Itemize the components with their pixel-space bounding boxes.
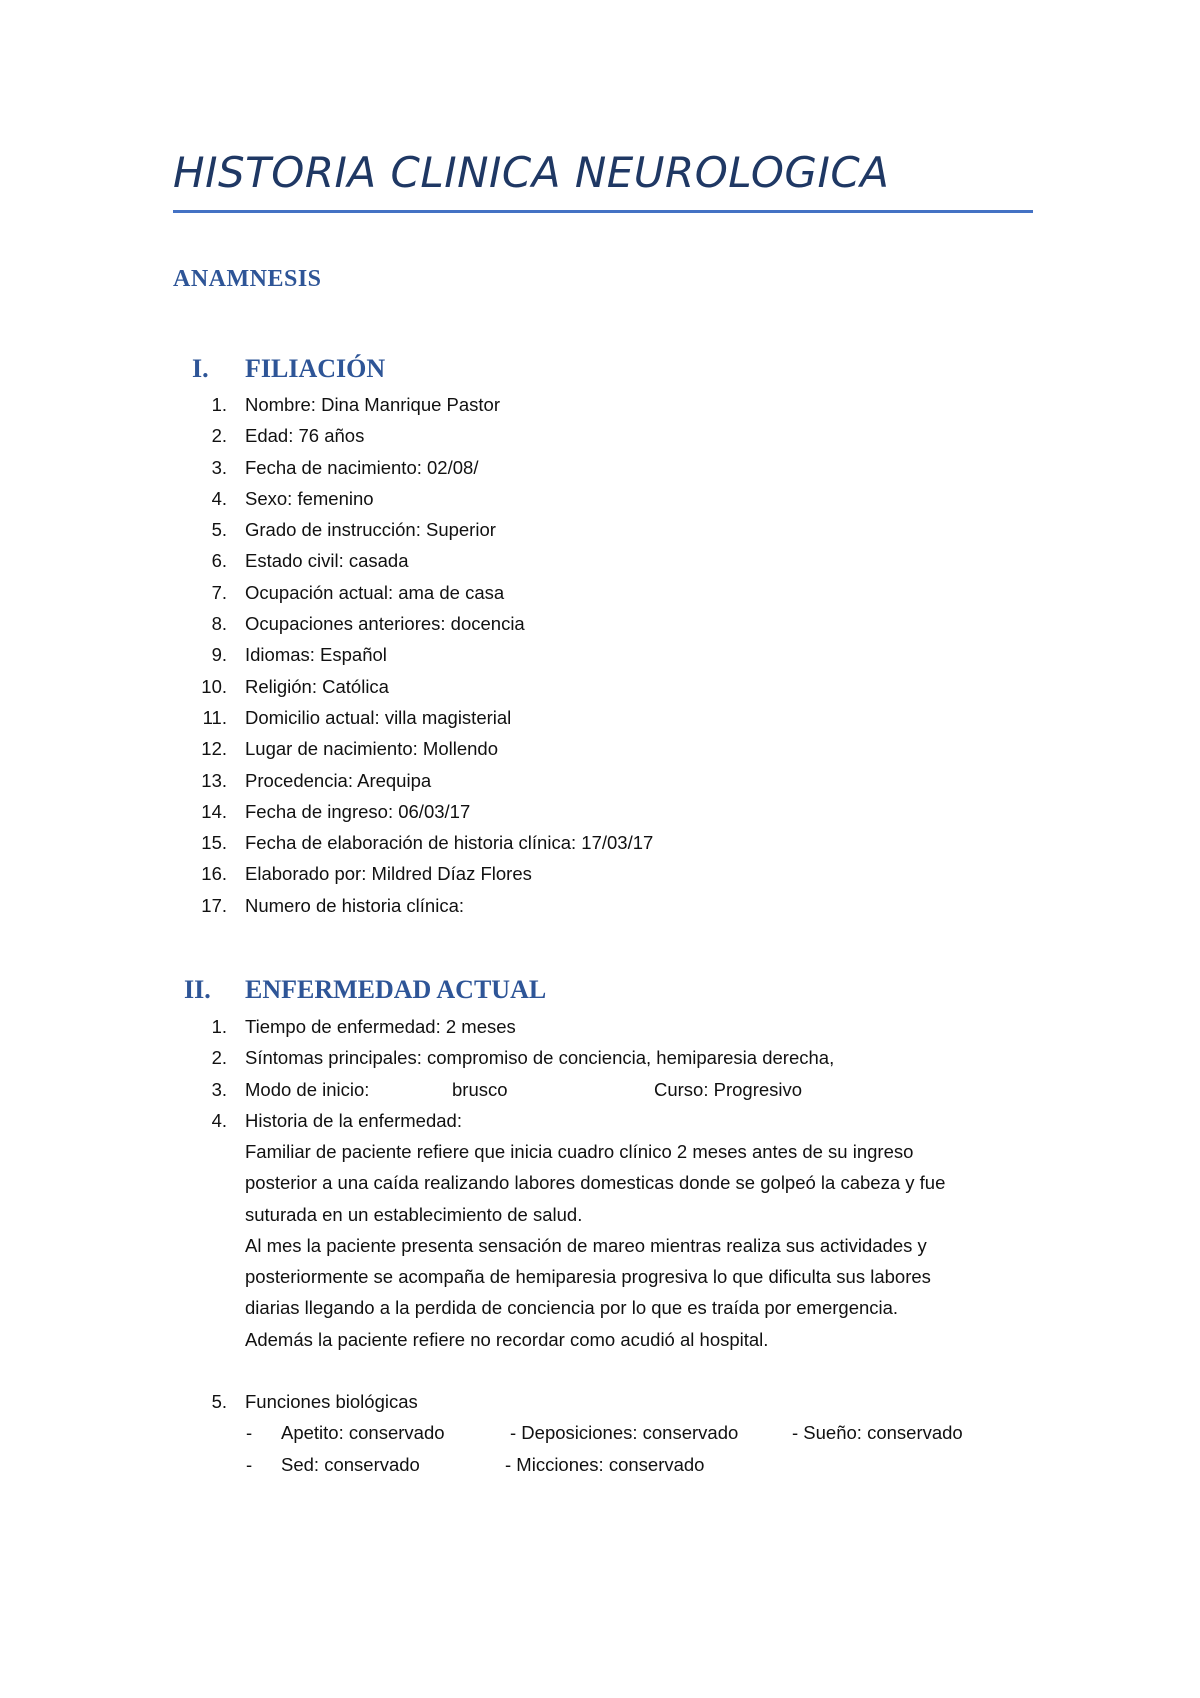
item-text: Grado de instrucción: Superior: [245, 519, 496, 541]
item-number: 2.: [211, 1047, 227, 1069]
deposiciones-text: - Deposiciones: conservado: [510, 1422, 739, 1443]
paragraph-line: posteriormente se acompaña de hemiparesia progresiva lo que dificulta sus labores: [245, 1266, 931, 1288]
item-text: Ocupaciones anteriores: docencia: [245, 613, 525, 635]
item-number: 3.: [211, 456, 227, 478]
item-text: Idiomas: Español: [245, 644, 387, 666]
document-title: HISTORIA CLINICA NEUROLOGICA: [173, 148, 890, 197]
item-number: 2.: [211, 425, 227, 447]
item-number: 15.: [201, 832, 227, 854]
paragraph-line: diarias llegando a la perdida de conciencia por lo que es traída por emergencia.: [245, 1297, 899, 1319]
section-heading: FILIACIÓN: [245, 354, 386, 383]
item-text: Religión: Católica: [245, 675, 389, 697]
item-number: 10.: [201, 675, 227, 697]
bullet-dash: -: [246, 1422, 253, 1443]
item-number: 7.: [211, 581, 227, 603]
funciones-label: Funciones biológicas: [245, 1391, 418, 1412]
item-text: Sexo: femenino: [245, 487, 374, 509]
item-text: Nombre: Dina Manrique Pastor: [245, 394, 500, 415]
item-number: 1.: [211, 1016, 227, 1037]
item-text: Procedencia: Arequipa: [245, 769, 432, 791]
paragraph-line: suturada en un establecimiento de salud.: [245, 1203, 583, 1225]
paragraph-line: posterior a una caída realizando labores domesticas donde se golpeó la cabeza y fue: [245, 1172, 946, 1194]
item-text: Ocupación actual: ama de casa: [245, 581, 505, 603]
item-number: 5.: [211, 1391, 227, 1412]
item-number: 17.: [201, 894, 227, 916]
title-underline: [173, 210, 1033, 213]
paragraph-line: Familiar de paciente refiere que inicia cuadro clínico 2 meses antes de su ingreso: [245, 1141, 914, 1162]
item-number: 6.: [211, 550, 227, 572]
item-number: 3.: [211, 1078, 227, 1100]
item-number: 12.: [201, 738, 227, 760]
item-text: Síntomas principales: compromiso de conciencia, hemiparesia derecha,: [245, 1047, 835, 1069]
item-text: Tiempo de enfermedad: 2 meses: [245, 1016, 516, 1037]
sed-text: Sed: conservado: [281, 1454, 420, 1475]
section-numeral: I.: [192, 354, 209, 383]
bullet-dash: -: [246, 1454, 253, 1475]
micciones-text: - Micciones: conservado: [505, 1454, 705, 1475]
item-label: Historia de la enfermedad:: [245, 1109, 462, 1131]
section-heading: ENFERMEDAD ACTUAL: [245, 975, 547, 1004]
item-text: Fecha de nacimiento: 02/08/: [245, 456, 479, 478]
anamnesis-heading: ANAMNESIS: [173, 266, 322, 292]
item-number: 5.: [211, 519, 227, 541]
paragraph-line: Además la paciente refiere no recordar como acudió al hospital.: [245, 1328, 769, 1350]
paragraph-line: Al mes la paciente presenta sensación de mareo mientras realiza sus actividades y: [245, 1234, 927, 1256]
item-text: Edad: 76 años: [245, 425, 365, 447]
item-value: brusco: [452, 1078, 508, 1100]
item-number: 9.: [211, 644, 227, 666]
item-text: Elaborado por: Mildred Díaz Flores: [245, 863, 532, 885]
item-text: Fecha de ingreso: 06/03/17: [245, 800, 471, 822]
sueno-text: - Sueño: conservado: [792, 1422, 963, 1443]
item-number: 4.: [211, 1109, 227, 1131]
apetito-text: Apetito: conservado: [281, 1422, 445, 1443]
item-number: 4.: [211, 487, 227, 509]
item-label: Modo de inicio:: [245, 1078, 370, 1100]
item-number: 1.: [211, 394, 227, 415]
item-number: 14.: [201, 800, 227, 822]
item-number: 8.: [211, 613, 227, 635]
item-text: Lugar de nacimiento: Mollendo: [245, 738, 498, 760]
item-number: 13.: [201, 769, 227, 791]
item-text: Numero de historia clínica:: [245, 894, 465, 916]
item-text: Fecha de elaboración de historia clínica: 17/03/17: [245, 832, 654, 854]
section-numeral: II.: [184, 975, 211, 1004]
item-text: Domicilio actual: villa magisterial: [245, 706, 512, 728]
item-curso: Curso: Progresivo: [654, 1078, 803, 1100]
historia-paragraph: [245, 1136, 1025, 1355]
item-number: 11.: [202, 706, 227, 728]
item-text: Estado civil: casada: [245, 550, 409, 572]
item-number: 16.: [201, 863, 227, 885]
